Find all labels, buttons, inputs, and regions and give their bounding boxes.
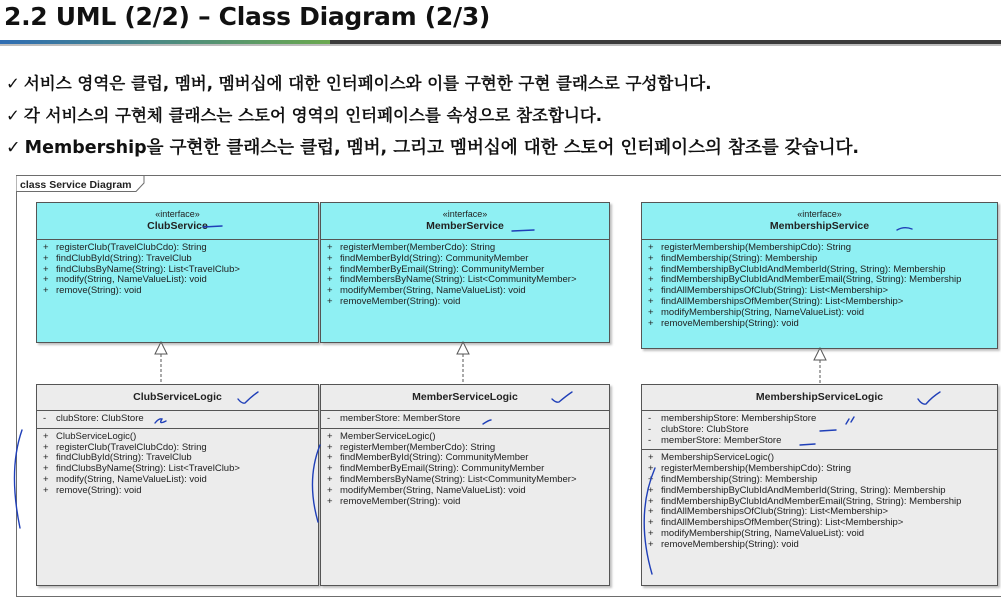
visibility-marker: + [327,295,333,307]
visibility-marker: + [648,517,654,529]
visibility-marker: + [648,263,654,275]
visibility-marker: - [327,413,331,424]
visibility-marker: + [648,285,654,297]
ink-mark [483,420,491,424]
visibility-marker: + [648,538,654,550]
visibility-marker: + [43,242,49,253]
visibility-marker: + [43,285,49,297]
member-signature: memberStore: MemberStore [340,413,461,424]
member-signature: modifyMembership(String, NameValueList): void [661,306,865,318]
visibility-marker: + [648,495,654,507]
member-signature: findAllMembershipsOfClub(String): List<Membership> [661,285,889,297]
member-signature: findAllMembershipsOfMember(String): List<Membership> [661,517,904,529]
member-signature: memberStore: MemberStore [661,434,782,446]
member-signature: modifyMember(String, NameValueList): void [340,484,526,496]
visibility-marker: + [648,317,654,329]
visibility-marker: + [327,495,333,507]
class-name: ClubServiceLogic [133,391,222,403]
member-signature: findMembershipByClubIdAndMemberEmail(String, String): Membership [661,495,962,507]
member-signature: findMemberByEmail(String): CommunityMember [340,263,545,275]
member-signature: ClubServiceLogic() [56,430,137,442]
member-signature: findMemberById(String): CommunityMember [340,252,529,264]
visibility-marker: + [43,274,49,286]
member-signature: modify(String, NameValueList): void [56,473,207,485]
ink-underline [897,228,912,230]
visibility-marker: + [327,452,333,464]
member-signature: registerMembership(MembershipCdo): String [661,463,852,475]
visibility-marker: + [327,441,333,453]
ink-underline [512,230,534,231]
member-signature: findMemberByEmail(String): CommunityMember [340,463,545,475]
visibility-marker: + [648,527,654,539]
stereotype: «interface» [155,209,200,219]
class-name: MemberServiceLogic [412,391,518,403]
member-signature: findMembership(String): Membership [661,473,818,485]
member-signature: MembershipServiceLogic() [661,452,774,464]
visibility-marker: - [648,413,652,424]
member-signature: findClubById(String): TravelClub [56,252,192,264]
visibility-marker: + [648,306,654,318]
checkmark-icon: ✓ [6,74,20,93]
visibility-marker: + [648,484,654,496]
ink-underline [820,430,836,431]
class-name: MemberService [426,220,504,232]
ink-check [552,392,572,402]
member-signature: findMembershipByClubIdAndMemberId(String, String): Membership [661,263,946,275]
member-signature: registerClub(TravelClubCdo): String [56,441,207,453]
visibility-marker: + [43,441,49,453]
visibility-marker: + [648,252,654,264]
ink-underline [203,226,222,227]
visibility-marker: + [648,295,654,307]
member-signature: findAllMembershipsOfMember(String): List<Membership> [661,295,904,307]
frame-label [16,175,136,193]
member-signature: removeMember(String): void [340,295,461,307]
member-signature: registerClub(TravelClubCdo): String [56,242,207,253]
member-signature: findClubsByName(String): List<TravelClub> [56,463,240,475]
member-signature: MemberServiceLogic() [340,430,436,442]
ink-mark [155,419,166,423]
member-signature: modifyMember(String, NameValueList): void [340,285,526,297]
member-signature: registerMember(MemberCdo): String [340,441,496,453]
slide-title: 2.2 UML (2/2) – Class Diagram (2/3) [4,2,491,31]
visibility-marker: + [327,252,333,264]
stereotype: «interface» [797,209,842,219]
ink-bracket [14,430,22,528]
stereotype: «interface» [442,209,488,219]
visibility-marker: + [648,463,654,475]
visibility-marker: + [648,452,654,464]
member-signature: remove(String): void [56,484,142,496]
member-signature: findMemberById(String): CommunityMember [340,452,529,464]
member-signature: remove(String): void [56,285,142,297]
visibility-marker: + [327,430,333,442]
member-signature: findMembershipByClubIdAndMemberEmail(String, String): Membership [661,274,962,286]
bullet-text: 서비스 영역은 클럽, 멤버, 멤버십에 대한 인터페이스와 이를 구현한 구현 클래스로 구성합니다. [23,74,712,93]
frame-label-text: class Service Diagram [20,179,132,191]
member-signature: removeMembership(String): void [661,317,799,329]
member-signature: findMembershipByClubIdAndMemberId(String, String): Membership [661,484,946,496]
visibility-marker: + [327,463,333,475]
ink-bracket [312,445,320,522]
member-signature: registerMember(MemberCdo): String [340,242,496,253]
member-signature: removeMember(String): void [340,495,461,507]
member-signature: findClubById(String): TravelClub [56,452,192,464]
member-signature: membershipStore: MembershipStore [661,413,817,424]
checkmark-icon: ✓ [6,138,21,158]
visibility-marker: + [43,252,49,264]
class-name: MembershipService [769,220,870,232]
member-signature: modifyMembership(String, NameValueList): void [661,527,865,539]
ink-bracket [644,468,655,574]
visibility-marker: + [43,484,49,496]
visibility-marker: + [327,285,333,297]
visibility-marker: + [327,274,333,286]
bullet-text: 각 서비스의 구현체 클래스는 스토어 영역의 인터페이스를 속성으로 참조합니다. [23,106,603,125]
checkmark-icon: ✓ [6,106,20,125]
ink-underline [800,444,815,445]
bullet-text: Membership을 구현한 클래스는 클럽, 멤버, 그리고 멤버십에 대한 스토어 인터페이스의 참조를 갖습니다. [24,138,860,158]
member-signature: removeMembership(String): void [661,538,799,550]
visibility-marker: - [648,434,652,446]
visibility-marker: + [327,263,333,275]
member-signature: clubStore: ClubStore [56,413,144,424]
visibility-marker: + [327,484,333,496]
visibility-marker: - [648,423,652,435]
member-signature: findMembership(String): Membership [661,252,818,264]
visibility-marker: + [43,463,49,475]
visibility-marker: + [327,242,333,253]
visibility-marker: + [43,473,49,485]
member-signature: findAllMembershipsOfClub(String): List<Membership> [661,506,889,518]
member-signature: clubStore: ClubStore [661,423,749,435]
visibility-marker: + [648,274,654,286]
visibility-marker: + [648,506,654,518]
visibility-marker: + [43,430,49,442]
visibility-marker: + [43,452,49,464]
ink-check [918,392,940,404]
visibility-marker: + [648,473,654,485]
visibility-marker: + [43,263,49,275]
visibility-marker: + [327,473,333,485]
member-signature: registerMembership(MembershipCdo): String [661,242,852,253]
class-name: MembershipServiceLogic [755,391,884,403]
ink-check [238,392,258,403]
member-signature: findMembersByName(String): List<CommunityMember> [340,473,577,485]
visibility-marker: - [43,413,47,424]
ink-mark [846,417,854,424]
member-signature: modify(String, NameValueList): void [56,274,207,286]
visibility-marker: + [648,242,654,253]
class-name: ClubService [147,220,208,232]
member-signature: findMembersByName(String): List<CommunityMember> [340,274,577,286]
member-signature: findClubsByName(String): List<TravelClub> [56,263,240,275]
